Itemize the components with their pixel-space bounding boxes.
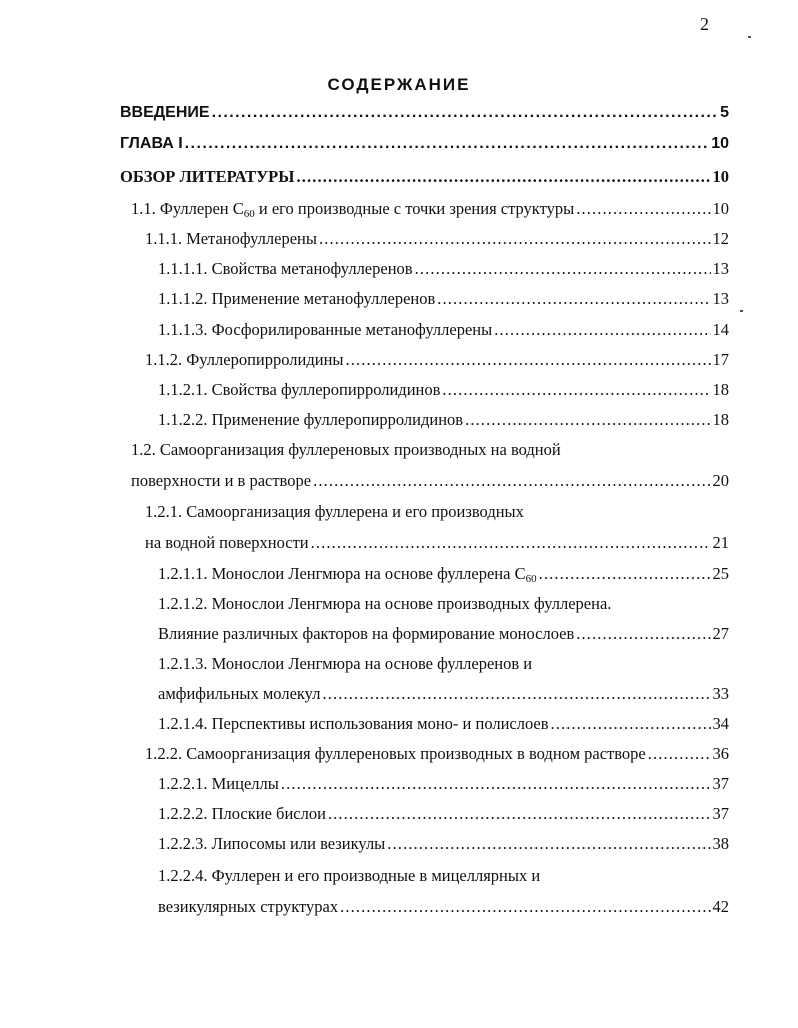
toc-entry-text: поверхности и в растворе <box>131 471 312 490</box>
toc-entry-text: 1.1.2.2. Применение фуллеропирролидинов <box>158 410 464 429</box>
dot-leader <box>387 834 710 854</box>
dot-leader <box>437 289 710 309</box>
dot-leader <box>465 410 710 430</box>
toc-entry-text: ВВЕДЕНИЕ <box>120 104 210 121</box>
toc-entry-page: 10 <box>711 135 729 152</box>
toc-entry-1-2-1-2[interactable] <box>158 624 729 644</box>
toc-entry-text: 1.1.1.3. Фосфорилированные метанофуллерены <box>158 320 493 339</box>
dot-leader <box>346 350 711 370</box>
toc-entry-text: 1.1.2. Фуллеропирролидины <box>145 350 344 369</box>
dot-leader <box>539 564 711 584</box>
dot-leader <box>415 259 711 279</box>
toc-entry-chapter1[interactable] <box>120 135 729 153</box>
toc-entry-page: 36 <box>712 744 729 763</box>
subscript: 60 <box>243 208 255 220</box>
toc-entry-page: 17 <box>712 350 729 369</box>
toc-entry-text: Влияние различных факторов на формирование монослоев <box>158 624 575 643</box>
dot-leader <box>281 774 711 794</box>
toc-entry-1-2-1[interactable] <box>145 533 729 553</box>
toc-entry-1-2-2-2[interactable] <box>158 804 729 824</box>
toc-entry-1-2-2[interactable] <box>145 744 729 764</box>
toc-entry-page: 5 <box>720 104 729 121</box>
dot-leader <box>311 533 711 553</box>
toc-entry-1-2-1-2-line1[interactable]: 1.2.1.2. Монослои Ленгмюра на основе производных фуллерена. <box>158 594 612 613</box>
toc-entry-1-1-1-1[interactable] <box>158 259 729 279</box>
dot-leader <box>576 624 710 644</box>
dot-leader <box>185 135 710 153</box>
toc-entry-1-1-2-1[interactable] <box>158 380 729 400</box>
toc-entry-text: 1.2.2.1. Мицеллы <box>158 774 279 793</box>
toc-entry-1-2-1-3-line1[interactable]: 1.2.1.3. Монослои Ленгмюра на основе фуллеренов и <box>158 654 533 673</box>
scan-speck <box>748 36 751 38</box>
toc-entry-text: 1.2.2. Самоорганизация фуллереновых производных в водном растворе <box>145 744 646 763</box>
toc-entry-text: везикулярных структурах <box>158 897 339 916</box>
toc-entry-page: 33 <box>712 684 729 703</box>
dot-leader <box>576 199 710 219</box>
toc-entry-page: 34 <box>712 714 729 733</box>
toc-entry-1-1-1-3[interactable] <box>158 320 729 340</box>
toc-entry-1-2-2-4-line1[interactable]: 1.2.2.4. Фуллерен и его производные в мицеллярных и <box>158 866 541 885</box>
toc-entry-1-2-1-1[interactable] <box>158 564 729 585</box>
toc-entry-text: 1.2.1.4. Перспективы использования моно- и полислоев <box>158 714 549 733</box>
toc-entry-text: 1.1.1. Метанофуллерены <box>145 229 317 248</box>
toc-entry-1-1-2[interactable] <box>145 350 729 370</box>
toc-entry-page: 27 <box>712 624 729 643</box>
dot-leader <box>494 320 710 340</box>
toc-entry-text: 1.1.1.2. Применение метанофуллеренов <box>158 289 436 308</box>
dot-leader <box>319 229 711 249</box>
dot-leader <box>340 897 710 917</box>
dot-leader <box>648 744 711 764</box>
toc-entry-page: 37 <box>712 804 729 823</box>
toc-entry-text: амфифильных молекул <box>158 684 321 703</box>
toc-entry-1-2-1-line1[interactable]: 1.2.1. Самоорганизация фуллерена и его производных <box>145 502 524 521</box>
toc-entry-1-2[interactable] <box>131 471 729 491</box>
toc-entry-text: ГЛАВА I <box>120 135 183 152</box>
toc-entry-text: ОБЗОР ЛИТЕРАТУРЫ <box>120 167 295 186</box>
toc-entry-page: 10 <box>712 167 729 186</box>
dot-leader <box>212 104 719 122</box>
dot-leader <box>296 167 710 187</box>
dot-leader <box>313 471 710 491</box>
toc-entry-page: 20 <box>712 471 729 490</box>
toc-entry-text: 1.2.1.1. Монослои Ленгмюра на основе фуллерена $C_{60}$ <box>158 564 537 585</box>
scan-speck <box>740 310 743 312</box>
toc-entry-review[interactable] <box>120 167 729 187</box>
toc-entry-text: 1.1.1.1. Свойства метанофуллеренов <box>158 259 413 278</box>
toc-entry-1-2-2-4[interactable] <box>158 897 729 917</box>
dot-leader <box>328 804 711 824</box>
toc-entry-page: 42 <box>712 897 729 916</box>
toc-entry-text: 1.2.2.2. Плоские бислои <box>158 804 326 823</box>
toc-entry-1-1[interactable] <box>131 199 729 220</box>
toc-entry-page: 14 <box>712 320 729 339</box>
dot-leader <box>322 684 710 704</box>
toc-entry-1-2-2-1[interactable] <box>158 774 729 794</box>
toc-entry-page: 25 <box>712 564 729 583</box>
page-number: 2 <box>700 14 709 34</box>
page-title: СОДЕРЖАНИЕ <box>327 75 471 94</box>
toc-entry-1-2-1-3[interactable] <box>158 684 729 704</box>
toc-entry-page: 18 <box>712 410 729 429</box>
toc-entry-page: 38 <box>712 834 729 853</box>
toc-entry-page: 13 <box>712 289 729 308</box>
toc-entry-text: 1.2.2.3. Липосомы или везикулы <box>158 834 386 853</box>
toc-entry-intro[interactable] <box>120 104 729 122</box>
toc-entry-page: 37 <box>712 774 729 793</box>
toc-entry-1-1-1[interactable] <box>145 229 729 249</box>
toc-entry-page: 18 <box>712 380 729 399</box>
toc-entry-text: на водной поверхности <box>145 533 309 552</box>
toc-entry-page: 10 <box>712 199 729 218</box>
toc-entry-1-2-line1[interactable]: 1.2. Самоорганизация фуллереновых производных на водной <box>131 440 561 459</box>
dot-leader <box>551 714 711 734</box>
toc-entry-text: 1.1.2.1. Свойства фуллеропирролидинов <box>158 380 441 399</box>
toc-entry-page: 12 <box>712 229 729 248</box>
toc-entry-page: 13 <box>712 259 729 278</box>
toc-entry-1-2-2-3[interactable] <box>158 834 729 854</box>
toc-entry-1-1-2-2[interactable] <box>158 410 729 430</box>
toc-entry-1-1-1-2[interactable] <box>158 289 729 309</box>
toc-entry-1-2-1-4[interactable] <box>158 714 729 734</box>
subscript: 60 <box>525 573 537 585</box>
toc-entry-text: 1.1. Фуллерен $C_{60}$ и его производные с точки зрения структуры <box>131 199 575 220</box>
toc-entry-page: 21 <box>712 533 729 552</box>
dot-leader <box>442 380 710 400</box>
